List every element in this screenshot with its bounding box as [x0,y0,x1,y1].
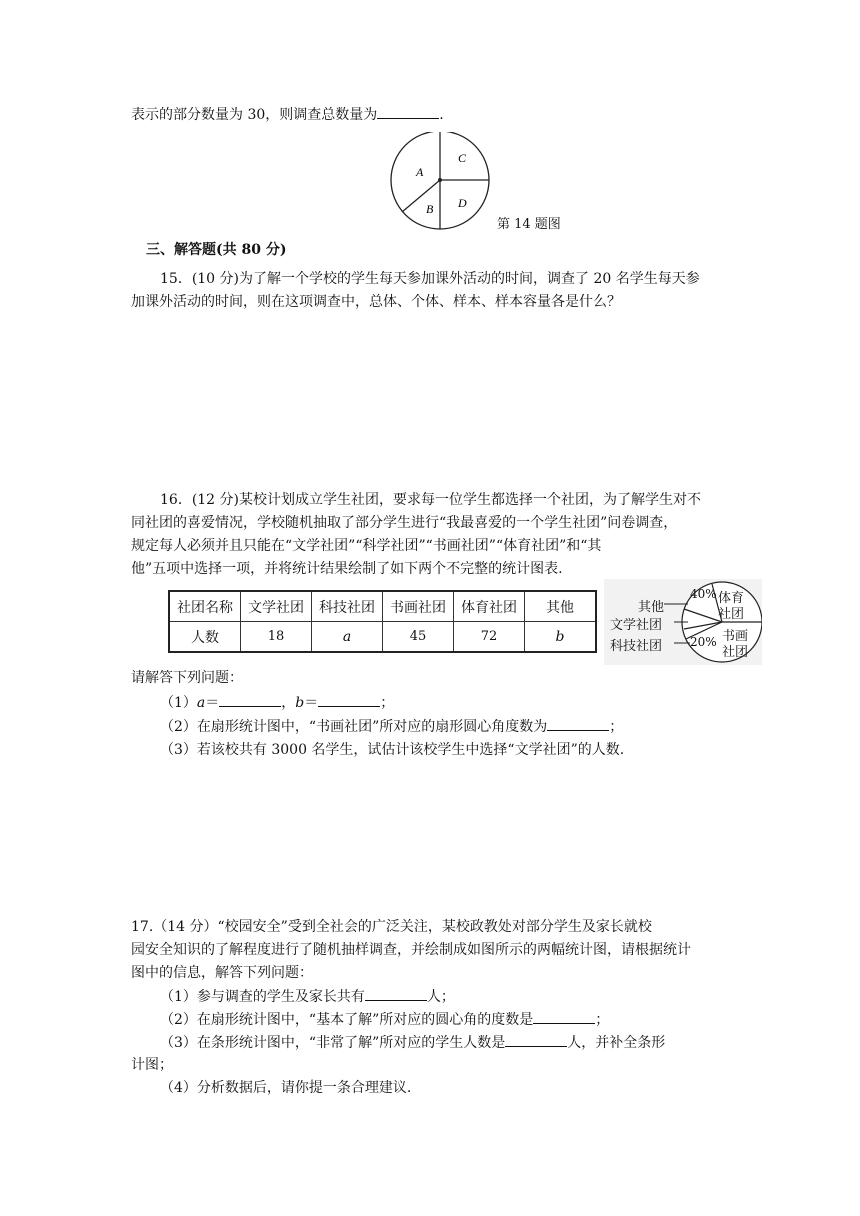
q16-stats-table [168,590,597,653]
q14-text-suffix: . [439,107,444,123]
q17-sub1 [160,986,455,1007]
q16-b-answer-blank[interactable] [318,692,380,707]
var-b: b [295,695,305,711]
q16-sub1-end: ； [380,695,395,711]
pie-pct-art: 20% [690,635,717,649]
q16-sub1-eq1: ＝ [205,695,220,711]
q16-sub1 [160,692,394,713]
table-header-cell: 体育社团 [454,591,525,622]
q16-line-3: 规定每人必须并且只能在“文学社团”“科学社团”“书画社团”“体育社团”和“其 [131,538,602,554]
q17-sub1-answer-blank[interactable] [365,986,427,1001]
q16-sub2-answer-blank[interactable] [547,716,609,731]
table-cell: 人数 [169,622,241,653]
q17-sub3-line-2: 计图； [131,1057,173,1073]
q17-line-2: 园安全知识的了解程度进行了随机抽样调查，并绘制成如图所示的两幅统计图，请根据统计 [131,942,691,958]
q17-sub3-text: （3）在条形统计图中，“非常了解”所对应的学生人数是 [160,1035,506,1051]
q17-sub2-text: （2）在扇形统计图中，“基本了解”所对应的圆心角的度数是 [160,1012,534,1028]
q17-sub1-text: （1）参与调查的学生及家长共有 [160,989,365,1005]
q17-sub3-end: 人，并补全条形 [567,1035,666,1051]
var-a: a [196,695,206,711]
table-cell: 18 [241,622,312,653]
pie-label-sports-2: 社团 [718,607,745,622]
q17-sub3 [160,1032,665,1053]
q14-pie-chart [388,132,494,230]
q16-sub1-eq2: ＝ [304,695,319,711]
q16-sub1-prefix: （1） [160,695,197,711]
q17-sub1-end: 人； [426,989,455,1005]
q14-text [131,104,444,125]
q17-line-3: 图中的信息，解答下列问题： [131,965,313,981]
table-cell: a [312,622,383,653]
q16-sub1-sep: ， [281,695,296,711]
q15-line-2: 加课外活动的时间，则在这项调查中，总体、个体、样本、样本容量各是什么？ [131,294,621,310]
q17-sub3-answer-blank[interactable] [505,1032,567,1047]
q14-text-prefix: 表示的部分数量为 30，则调查总数量为 [131,107,378,123]
table-header-row [169,591,596,622]
q15-line-1: 15．(10 分)为了解一个学校的学生每天参加课外活动的时间，调查了 20 名学生每天参 [160,271,700,287]
q16-line-2: 同社团的喜爱情况，学校随机抽取了部分学生进行“我最喜爱的一个学生社团”问卷调查， [131,515,678,531]
pie-label-b: B [426,202,434,216]
q17-sub2-answer-blank[interactable] [533,1009,595,1024]
pie-label-a: A [416,165,424,179]
table-row [169,622,596,653]
pie-label-other: 其他 [638,600,665,615]
table-cell: 72 [454,622,525,653]
q16-prompt: 请解答下列问题： [131,670,243,686]
q17-line-1: 17.（14 分）“校园安全”受到全社会的广泛关注，某校政教处对部分学生及家长就校 [131,919,652,935]
section-title: 三、解答题(共 80 分) [146,242,287,258]
q17-sub2 [160,1009,609,1030]
table-header-cell: 社团名称 [169,591,241,622]
pie-label-art-1: 书画 [722,629,749,644]
table-header-cell: 科技社团 [312,591,383,622]
pie-label-tech: 科技社团 [610,639,663,654]
table-header-cell: 书画社团 [383,591,454,622]
table-cell: 45 [383,622,454,653]
q14-answer-blank[interactable] [377,104,439,119]
pie-label-c: C [458,151,467,165]
q16-line-1: 16．(12 分)某校计划成立学生社团，要求每一位学生都选择一个社团，为了解学生对不 [160,492,702,508]
q17-sub2-end: ； [595,1012,610,1028]
q16-sub3: （3）若该校共有 3000 名学生，试估计该校学生中选择“文学社团”的人数. [160,742,625,758]
q16-line-4: 他”五项中选择一项，并将统计结果绘制了如下两个不完整的统计图表. [131,561,563,577]
pie-label-literature: 文学社团 [610,618,663,633]
q16-sub2-end: ； [609,719,624,735]
q16-sub2-text: （2）在扇形统计图中，“书画社团”所对应的扇形圆心角度数为 [160,719,548,735]
q16-a-answer-blank[interactable] [219,692,281,707]
pie-pct-sports: 40% [690,587,717,601]
q16-sub2 [160,716,623,737]
table-header-cell: 文学社团 [241,591,312,622]
q17-sub4: （4）分析数据后，请你提一条合理建议. [160,1080,412,1096]
pie-label-art-2: 社团 [722,645,749,660]
table-header-cell: 其他 [525,591,597,622]
q14-caption: 第 14 题图 [497,217,561,232]
pie-label-d: D [458,196,467,210]
table-cell: b [525,622,597,653]
q16-pie-chart [604,579,762,665]
pie-label-sports-1: 体育 [718,591,745,606]
